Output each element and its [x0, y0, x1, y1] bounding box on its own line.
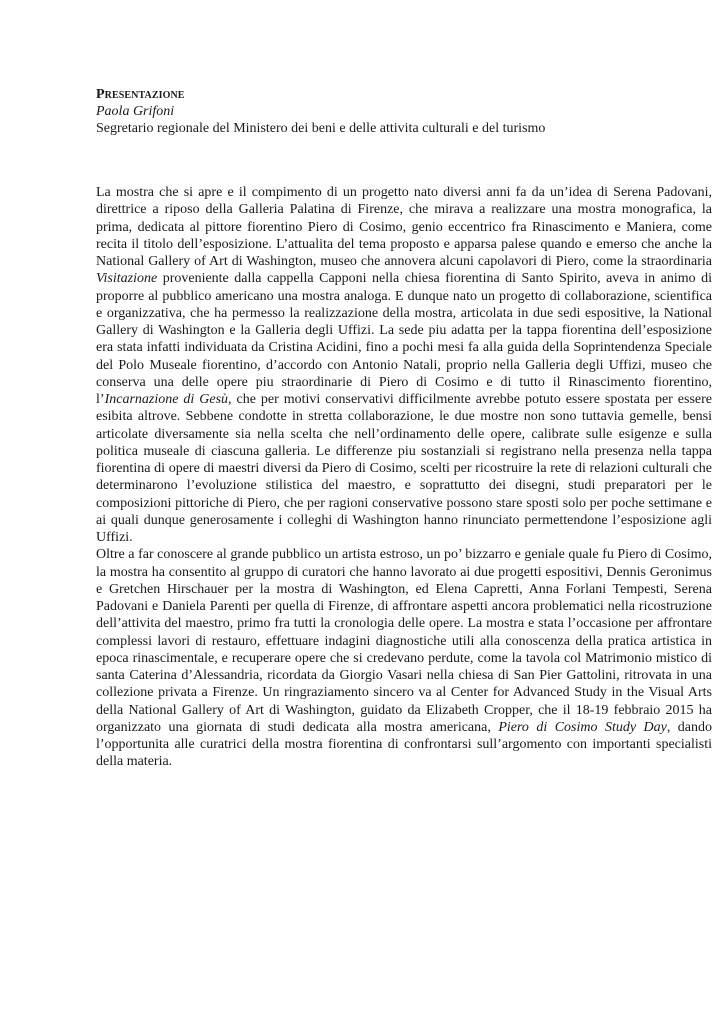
paragraph-2-text: Oltre a far conoscere al grande pubblico un artista estroso, un po’ bizzarro e geniale quale fu Piero di Cosimo, la mostra ha consentito al gruppo di curatori che hanno lavorato ai due progetti espositivi, Dennis Geronimus e Gretchen Hirschauer per la mostra di Washington, ed Elena Capretti, Anna Forlani Tempesti, Serena Padovani e Daniela Parenti per quella di Firenze, di affrontare aspetti ancora problematici nella ricostruzione dell’attivita del maestro, primo fra tutti la cronologia delle opere. La mostra e stata l’occasione per affrontare complessi lavori di restauro, effettuare indagini diagnostiche utili alla conoscenza della pratica artistica in epoca rinascimentale, e recuperare opere che si credevano perdute, come la tavola col Matrimonio mistico di santa Caterina d’Alessandria, ricordata da Giorgio Vasari nella chiesa di San Pier Gattolini, ritrovata in una collezione privata a Firenze. Un ringraziamento sincero va al Center for Advanced Study in the Visual Arts della National Gallery of Art di Washington, guidato da Elizabeth Cropper, che il 18-19 febbraio 2015 ha organizzato una giornata di studi dedicata alla mostra americana,: [96, 547, 712, 735]
author-role: Segretario regionale del Ministero dei beni e delle attivita culturali e del turismo: [96, 121, 546, 136]
paragraph-1: [96, 184, 712, 546]
artwork-title-visitazione: Visitazione: [96, 271, 158, 287]
paragraph-2-text: , dando l’opportunita alle curatrici della mostra fiorentina di confrontarsi sull’argomento con importanti specialisti della materia.: [96, 719, 712, 770]
section-heading: Presentazione: [96, 87, 185, 102]
body-text: [96, 184, 712, 771]
paragraph-1-text: proveniente dalla cappella Capponi nella chiesa fiorentina di Santo Spirito, aveva in animo di proporre al pubblico americano una mostra analoga. E dunque nato un progetto di collaborazione, scientifica e organizzativa, che ha permesso la realizzazione della mostra, articolata in due sedi espositive, la National Gallery di Washington e la Galleria degli Uffizi. La sede piu adatta per la tappa fiorentina dell’esposizione era stata infatti individuata da Cristina Acidini, fino a pochi mesi fa alla guida della Soprintendenza Speciale del Polo Museale fiorentino, d’accordo con Antonio Natali, proprio nella Galleria degli Uffizi, museo che conserva una delle opere piu straordinarie di Piero di Cosimo e di tutto il Rinascimento fiorentino, l’: [96, 271, 712, 407]
artwork-title-incarnazione: Incarnazione di Gesù: [104, 392, 229, 407]
event-title-study-day: Piero di Cosimo Study Day: [498, 719, 667, 735]
paragraph-1-text: , che per motivi conservativi difficilmente avrebbe potuto essere spostata per essere esibita altrove. Sebbene condotte in stretta collaborazione, le due mostre non sono tuttavia gemelle, bensi articolate diversamente sia nella scelta che nell’ordinamento delle opere, calibrate sulle esigenze e sulla politica museale di ciascuna galleria. Le differenze piu sostanziali si registrano nella presenza nella tappa fiorentina di opere di maestri diversi da Piero di Cosimo, scelti per ricostruire la rete di relazioni culturali che determinarono l’evoluzione stilistica del maestro, e soprattutto dei disegni, studi preparatori per le composizioni pittoriche di Piero, che per ragioni conservative possono stare sposti solo per poche settimane e ai quali dunque generosamente i colleghi di Washington hanno rinunciato permettendone l’esposizione agli Uffizi.: [96, 392, 712, 545]
document-header: [96, 86, 636, 137]
paragraph-2: [96, 546, 712, 770]
author-name: Paola Grifoni: [96, 104, 175, 119]
paragraph-1-text: La mostra che si apre e il compimento di un progetto nato diversi anni fa da un’idea di Serena Padovani, direttrice a riposo della Galleria Palatina di Firenze, che mirava a realizzare una mostra monografica, la prima, dedicata al pittore fiorentino Piero di Cosimo, genio eccentrico fra Rinascimento e Maniera, come recita il titolo dell’esposizione. L’attualita del tema proposto e apparsa palese quando e emerso che anche la National Gallery of Art di Washington, museo che annovera alcuni capolavori di Piero, come la straordinaria: [96, 185, 712, 269]
